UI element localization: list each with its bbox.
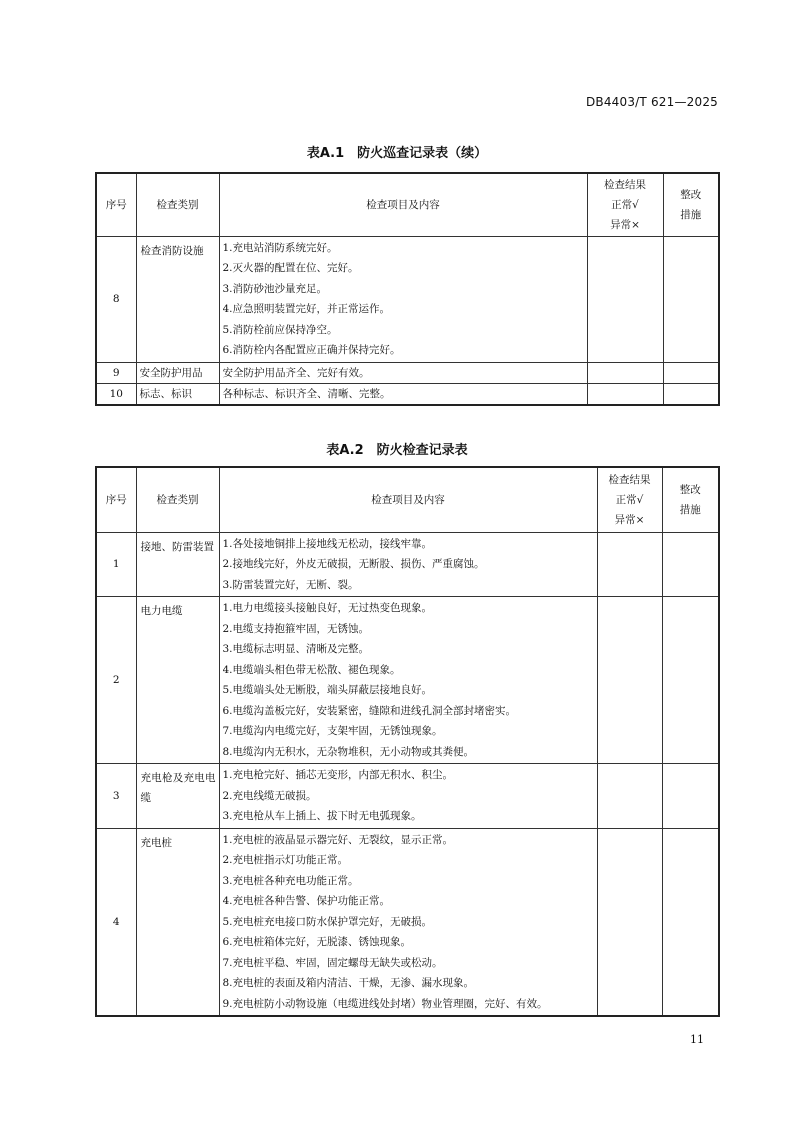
row-no: 8 — [96, 236, 136, 362]
header-rectify-line: 措施 — [680, 208, 702, 221]
table2-title: 表A.2 防火检查记录表 — [326, 443, 468, 458]
check-item: 8.电缆沟内无积水，无杂物堆积，无小动物或其粪便。 — [222, 745, 475, 758]
header-rectify-line: 整改 — [679, 483, 701, 496]
result-cell[interactable] — [597, 597, 662, 764]
header-result-line: 检查结果 — [604, 178, 646, 191]
table-row — [96, 236, 719, 362]
header-category: 检查类别 — [136, 467, 219, 532]
document-code: DB4403/T 621—2025 — [585, 95, 718, 109]
row-items: 各种标志、标识齐全、清晰、完整。 — [219, 383, 587, 405]
check-item: 1.充电桩的液晶显示器完好、无裂纹，显示正常。 — [222, 833, 454, 846]
header-content: 检查项目及内容 — [219, 467, 597, 532]
check-item: 1.充电枪完好、插芯无变形，内部无积水、积尘。 — [222, 769, 454, 781]
table-row — [96, 383, 719, 405]
check-item: 7.充电桩平稳、牢固，固定螺母无缺失或松动。 — [222, 956, 443, 969]
row-items — [219, 532, 597, 597]
result-cell[interactable] — [587, 383, 663, 405]
rectify-cell[interactable] — [663, 362, 719, 383]
header-category: 检查类别 — [136, 173, 219, 236]
row-category: 安全防护用品 — [136, 362, 219, 383]
row-no: 9 — [96, 362, 136, 383]
check-item: 4.电缆端头相色带无松散、褪色现象。 — [222, 663, 401, 676]
header-result — [597, 467, 662, 532]
check-item: 5.消防栓前应保持净空。 — [222, 323, 338, 336]
header-content: 检查项目及内容 — [219, 173, 587, 236]
row-no: 3 — [96, 764, 136, 829]
check-item: 2.接地线完好，外皮无破损，无断股、损伤、严重腐蚀。 — [222, 558, 485, 570]
header-rectify — [662, 467, 719, 532]
row-items: 安全防护用品齐全、完好有效。 — [219, 362, 587, 383]
check-item: 3.充电枪从车上插上、拔下时无电弧现象。 — [222, 810, 422, 822]
header-result-line: 异常× — [610, 218, 640, 231]
rectify-cell[interactable] — [662, 532, 719, 597]
rectify-cell[interactable] — [662, 828, 719, 1016]
row-category: 标志、标识 — [136, 383, 219, 405]
check-item: 2.电缆支持抱箍牢固，无锈蚀。 — [222, 622, 370, 635]
check-item: 8.充电桩的表面及箱内清洁、干燥，无渗、漏水现象。 — [222, 977, 475, 989]
header-result-line: 正常√ — [615, 493, 644, 506]
row-no: 10 — [96, 383, 136, 405]
rectify-cell[interactable] — [663, 383, 719, 405]
row-category: 充电桩 — [136, 828, 219, 1016]
row-no: 1 — [96, 532, 136, 597]
check-item: 3.消防砂池沙量充足。 — [222, 282, 328, 295]
fire-inspection-record-table — [95, 466, 720, 1017]
result-cell[interactable] — [597, 764, 662, 829]
check-item: 3.电缆标志明显、清晰及完整。 — [222, 643, 370, 655]
header-result-line: 正常√ — [611, 198, 639, 211]
check-item: 9.充电桩防小动物设施（电缆进线处封堵）物业管理圈，完好、有效。 — [222, 997, 548, 1010]
rectify-cell[interactable] — [662, 597, 719, 764]
row-no: 2 — [96, 597, 136, 764]
check-item: 1.各处接地铜排上接地线无松动，接线牢靠。 — [222, 537, 433, 550]
page-number: 11 — [690, 1033, 704, 1046]
table-row — [96, 764, 719, 829]
header-no: 序号 — [96, 173, 136, 236]
check-item: 6.消防栓内各配置应正确并保持完好。 — [222, 344, 401, 356]
check-item: 5.充电桩充电接口防水保护罩完好，无破损。 — [222, 915, 433, 928]
row-category: 充电枪及充电电缆 — [136, 764, 219, 829]
table-row — [96, 828, 719, 1016]
rectify-cell[interactable] — [663, 236, 719, 362]
header-result-line: 异常× — [614, 513, 645, 526]
check-item: 3.防雷装置完好，无断、裂。 — [222, 578, 359, 591]
header-result — [587, 173, 663, 236]
check-item: 3.充电桩各种充电功能正常。 — [222, 874, 359, 887]
result-cell[interactable] — [587, 362, 663, 383]
rectify-cell[interactable] — [662, 764, 719, 829]
row-items — [219, 597, 597, 764]
fire-patrol-record-table — [95, 172, 720, 406]
row-category: 检查消防设施 — [136, 236, 219, 362]
row-items — [219, 236, 587, 362]
check-item: 6.电缆沟盖板完好，安装紧密，缝隙和进线孔洞全部封堵密实。 — [222, 704, 517, 717]
check-item: 2.充电桩指示灯功能正常。 — [222, 854, 349, 866]
check-item: 4.充电桩各种告警、保护功能正常。 — [222, 895, 391, 907]
table1-title: 表A.1 防火巡查记录表（续） — [306, 146, 488, 161]
header-row — [96, 467, 719, 532]
header-rectify — [663, 173, 719, 236]
check-item: 2.灭火器的配置在位、完好。 — [222, 262, 359, 274]
header-rectify-line: 措施 — [679, 503, 701, 516]
table-row — [96, 597, 719, 764]
check-item: 4.应急照明装置完好，并正常运作。 — [222, 303, 391, 315]
check-item: 2.充电线缆无破损。 — [222, 789, 317, 802]
result-cell[interactable] — [597, 828, 662, 1016]
check-item: 1.电力电缆接头接触良好，无过热变色现象。 — [222, 602, 433, 614]
row-no: 4 — [96, 828, 136, 1016]
check-item: 5.电缆端头处无断股，端头屏蔽层接地良好。 — [222, 684, 433, 696]
row-category: 电力电缆 — [136, 597, 219, 764]
check-item: 6.充电桩箱体完好，无脱漆、锈蚀现象。 — [222, 936, 412, 948]
header-rectify-line: 整改 — [680, 188, 702, 201]
row-items — [219, 764, 597, 829]
check-item: 1.充电站消防系统完好。 — [222, 241, 338, 254]
result-cell[interactable] — [597, 532, 662, 597]
table-row — [96, 532, 719, 597]
header-row — [96, 173, 719, 236]
row-category: 接地、防雷装置 — [136, 532, 219, 597]
table-row — [96, 362, 719, 383]
row-items — [219, 828, 597, 1016]
header-result-line: 检查结果 — [608, 473, 651, 486]
check-item: 7.电缆沟内电缆完好，支架牢固，无锈蚀现象。 — [222, 725, 443, 737]
header-no: 序号 — [96, 467, 136, 532]
result-cell[interactable] — [587, 236, 663, 362]
